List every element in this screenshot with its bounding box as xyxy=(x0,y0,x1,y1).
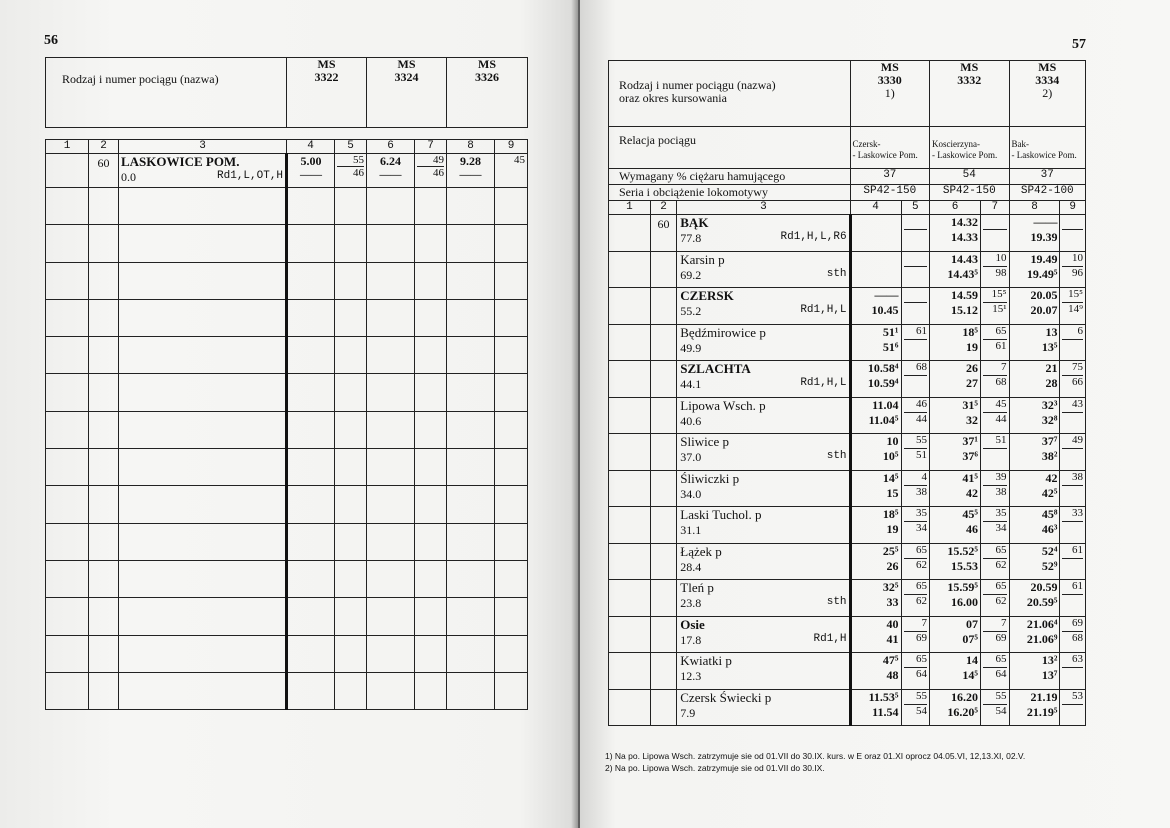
station-cell xyxy=(677,288,850,325)
minutes-cell: 39 38 xyxy=(980,470,1009,507)
station-name: Czersk Świecki p xyxy=(680,689,772,705)
empty-row xyxy=(46,299,528,336)
time-cell: 20.05 20.07 xyxy=(1009,288,1060,325)
table-row xyxy=(609,653,1086,690)
series-row: Seria i obciążenie lokomotywy SP42-150 SP42-150 SP42-100 xyxy=(609,185,1086,201)
table-row xyxy=(609,543,1086,580)
minutes-cell: 53 xyxy=(1060,689,1086,726)
station-km: 0.0 xyxy=(121,170,136,184)
time-cell: 14.32 14.33 xyxy=(930,215,981,252)
station-cell xyxy=(677,361,850,398)
time-cell: 21.06⁴ 21.06⁹ xyxy=(1009,616,1060,653)
train-header-3324: MS 3324 xyxy=(367,58,447,128)
minutes-cell: 7 68 xyxy=(980,361,1009,398)
minutes-cell: 43 xyxy=(1060,397,1086,434)
line-number xyxy=(650,324,676,361)
footnote-2: 2) Na po. Lipowa Wsch. zatrzymuje sie od 01.VII do 30.IX. xyxy=(605,763,825,773)
station-km: 17.8 xyxy=(680,632,702,647)
minutes-cell: 55 51 xyxy=(901,434,930,471)
line-number xyxy=(650,288,676,325)
train-header-3332: MS 3332 xyxy=(930,61,1009,127)
time-cell: 51¹ 51⁶ xyxy=(850,324,901,361)
train-header-label: Rodzaj i numer pociągu (nazwa) oraz okres kursowania xyxy=(609,61,851,127)
table-row xyxy=(609,507,1086,544)
line-number xyxy=(650,251,676,288)
time-cell: 14.43 14.43⁵ xyxy=(930,251,981,288)
minutes-cell: 63 xyxy=(1060,653,1086,690)
line-number xyxy=(650,616,676,653)
minutes-cell: 35 34 xyxy=(980,507,1009,544)
minutes-cell: 61 xyxy=(901,324,930,361)
station-cell xyxy=(677,470,850,507)
table-row xyxy=(609,361,1086,398)
left-page xyxy=(0,0,578,828)
time-cell: 31⁵ 32 xyxy=(930,397,981,434)
minutes-cell: 69 68 xyxy=(1060,616,1086,653)
empty-row xyxy=(46,598,528,635)
footnotes xyxy=(605,750,1145,774)
line-number xyxy=(650,397,676,434)
minutes-cell: 61 xyxy=(1060,580,1086,617)
empty-row xyxy=(46,411,528,448)
empty-row xyxy=(46,635,528,672)
time-cell: 42 42⁵ xyxy=(1009,470,1060,507)
right-page xyxy=(580,0,1170,828)
time-cell xyxy=(850,215,901,252)
minutes-cell: 45 44 xyxy=(980,397,1009,434)
minutes-cell: 15⁵ 15¹ xyxy=(980,288,1009,325)
time-cell: 40 41 xyxy=(850,616,901,653)
minutes-cell: 65 62 xyxy=(901,580,930,617)
station-name: Laski Tuchol. p xyxy=(680,507,762,522)
station-codes: Rd1,H xyxy=(813,632,847,645)
station-cell xyxy=(677,434,850,471)
line-number xyxy=(650,689,676,726)
time-cell: 25⁵ 26 xyxy=(850,543,901,580)
minutes-cell: 65 62 xyxy=(980,580,1009,617)
station-km: 31.1 xyxy=(680,523,702,537)
station-km: 34.0 xyxy=(680,486,702,501)
time-cell: 26 27 xyxy=(930,361,981,398)
time-cell: 47⁵ 48 xyxy=(850,653,901,690)
station-codes: Rd1,H,L,R6 xyxy=(780,231,847,243)
train-header-label: Rodzaj i numer pociągu (nazwa) xyxy=(46,58,287,128)
minutes-cell xyxy=(1060,215,1086,252)
station-cell xyxy=(677,543,850,580)
station-name: SZLACHTA xyxy=(680,361,751,376)
station-cell xyxy=(677,689,850,726)
minutes-cell: 10 98 xyxy=(980,251,1009,288)
station-km: 40.6 xyxy=(680,413,702,428)
station-km: 77.8 xyxy=(680,231,702,245)
minutes-cell: 68 xyxy=(901,361,930,398)
minutes-cell: 33 xyxy=(1060,507,1086,544)
table-row xyxy=(609,251,1086,288)
empty-row xyxy=(46,262,528,299)
time-cell: 16.20 16.20⁵ xyxy=(930,689,981,726)
time-cell: —— 19.39 xyxy=(1009,215,1060,252)
station-cell xyxy=(677,653,850,690)
minutes-cell: 6 xyxy=(1060,324,1086,361)
station-name: Tleń p xyxy=(680,580,714,595)
station-codes: Rd1,H,L xyxy=(800,377,847,389)
time-cell: 13 13⁵ xyxy=(1009,324,1060,361)
station-km: 55.2 xyxy=(680,304,702,318)
station-name: Będźmirowice p xyxy=(680,324,766,340)
minutes-cell: 10 96 xyxy=(1060,251,1086,288)
time-cell: 14 14⁵ xyxy=(930,653,981,690)
station-km: 23.8 xyxy=(680,596,702,610)
station-name: Kwiatki p xyxy=(680,653,732,668)
station-codes: sth xyxy=(826,450,847,462)
minutes-cell: 65 64 xyxy=(980,653,1009,690)
minutes-cell: 75 66 xyxy=(1060,361,1086,398)
station-km: 49.9 xyxy=(680,340,702,355)
station-name: Lipowa Wsch. p xyxy=(680,397,766,413)
table-row xyxy=(609,470,1086,507)
minutes-cell: 49 xyxy=(1060,434,1086,471)
time-cell: 32⁵ 33 xyxy=(850,580,901,617)
time-cell: 11.53⁵ 11.54 xyxy=(850,689,901,726)
line-number xyxy=(650,470,676,507)
station-cell xyxy=(677,616,850,653)
time-cell: 37¹ 37⁶ xyxy=(930,434,981,471)
time-cell: —— 10.45 xyxy=(850,288,901,325)
time-cell: 18⁵ 19 xyxy=(930,324,981,361)
empty-row xyxy=(46,374,528,411)
time-cell: 15.52⁵ 15.53 xyxy=(930,543,981,580)
time-cell: 21 28 xyxy=(1009,361,1060,398)
station-name: Śliwiczki p xyxy=(680,470,740,486)
minutes-cell: 7 69 xyxy=(980,616,1009,653)
station-cell xyxy=(677,580,850,617)
station-km: 7.9 xyxy=(680,705,696,720)
left-timetable xyxy=(45,57,528,710)
minutes-cell: 61 xyxy=(1060,543,1086,580)
line-number xyxy=(650,653,676,690)
empty-row xyxy=(46,486,528,523)
page-number-right: 57 xyxy=(1072,37,1086,52)
empty-row xyxy=(46,523,528,560)
time-cell: 14⁵ 15 xyxy=(850,470,901,507)
station-km: 69.2 xyxy=(680,267,702,282)
relation-row: Relacja pociągu Czersk- - Laskowice Pom. Koscierzyna- - Laskowice Pom. Bak- - Laskowice Pom. xyxy=(609,127,1086,169)
table-row xyxy=(609,215,1086,252)
station-cell xyxy=(677,507,850,544)
station-codes: Rd1,L,OT,H xyxy=(217,170,284,182)
table-row xyxy=(609,288,1086,325)
minutes-cell: 65 61 xyxy=(980,324,1009,361)
time-cell: 37⁷ 38² xyxy=(1009,434,1060,471)
minutes-cell: 4 38 xyxy=(901,470,930,507)
minutes-cell xyxy=(980,215,1009,252)
station-name: Łążek p xyxy=(680,543,722,559)
train-header-3326: MS 3326 xyxy=(447,58,528,128)
train-header-3330: MS 3330 1) xyxy=(850,61,929,127)
table-row xyxy=(609,689,1086,726)
station-codes: Rd1,H,L xyxy=(800,304,847,316)
station-km: 28.4 xyxy=(680,559,702,574)
minutes-cell: 38 xyxy=(1060,470,1086,507)
empty-row xyxy=(46,449,528,486)
empty-row xyxy=(46,337,528,374)
station-cell xyxy=(677,397,850,434)
station-name: Osie xyxy=(680,616,705,632)
time-cell: 45⁵ 46 xyxy=(930,507,981,544)
table-row xyxy=(609,580,1086,617)
line-number xyxy=(650,507,676,544)
time-cell: 11.04 11.04⁵ xyxy=(850,397,901,434)
station-cell xyxy=(677,215,850,252)
minutes-cell xyxy=(901,251,930,288)
column-number-row: 1 2 3 4 5 6 7 8 9 xyxy=(46,140,528,154)
page-number-left: 56 xyxy=(44,33,58,48)
time-cell: 52⁴ 52⁹ xyxy=(1009,543,1060,580)
time-cell: 13² 13⁷ xyxy=(1009,653,1060,690)
time-cell: 15.59⁵ 16.00 xyxy=(930,580,981,617)
line-number xyxy=(650,434,676,471)
time-cell xyxy=(850,251,901,288)
station-km: 44.1 xyxy=(680,377,702,391)
minutes-cell: 65 62 xyxy=(980,543,1009,580)
station-cell xyxy=(677,251,850,288)
minutes-cell: 7 69 xyxy=(901,616,930,653)
station-km: 37.0 xyxy=(680,450,702,464)
minutes-cell: 65 64 xyxy=(901,653,930,690)
minutes-cell: 15⁵ 14⁹ xyxy=(1060,288,1086,325)
minutes-cell: 46 44 xyxy=(901,397,930,434)
time-cell: 32³ 32⁸ xyxy=(1009,397,1060,434)
line-number: 60 xyxy=(89,154,119,188)
empty-row xyxy=(46,188,528,225)
time-cell: 18⁵ 19 xyxy=(850,507,901,544)
minutes-cell: 65 62 xyxy=(901,543,930,580)
time-cell: 41⁵ 42 xyxy=(930,470,981,507)
footnote-1: 1) Na po. Lipowa Wsch. zatrzymuje sie od 01.VII do 30.IX. kurs. w E oraz 01.XI oprocz 04.05.VI, 12,13.XI, 02.V. xyxy=(605,751,1026,761)
right-timetable xyxy=(608,60,1086,726)
time-cell: 10 10⁵ xyxy=(850,434,901,471)
station-name: Sliwice p xyxy=(680,434,730,449)
table-row xyxy=(609,397,1086,434)
minutes-cell: 55 54 xyxy=(901,689,930,726)
table-row xyxy=(609,324,1086,361)
table-row xyxy=(609,434,1086,471)
station-cell xyxy=(119,154,287,188)
time-cell: 10.58⁴ 10.59⁴ xyxy=(850,361,901,398)
empty-row xyxy=(46,560,528,597)
empty-row xyxy=(46,225,528,262)
station-name: CZERSK xyxy=(680,288,734,303)
station-codes: sth xyxy=(826,267,847,280)
train-header-3334: MS 3334 2) xyxy=(1009,61,1085,127)
time-cell: 21.19 21.19⁵ xyxy=(1009,689,1060,726)
minutes-cell: 35 34 xyxy=(901,507,930,544)
line-number: 60 xyxy=(650,215,676,252)
table-row xyxy=(609,616,1086,653)
time-cell: 45⁸ 46³ xyxy=(1009,507,1060,544)
time-cell: 19.49 19.49⁵ xyxy=(1009,251,1060,288)
table-row: 60 LASKOWICE POM. 0.0 Rd1,L,OT,H 5.00 —— 55 46 6.24 —— 49 46 9.28 —— 45 xyxy=(46,154,528,188)
train-header-3322: MS 3322 xyxy=(287,58,367,128)
line-number xyxy=(650,361,676,398)
time-cell: 14.59 15.12 xyxy=(930,288,981,325)
station-km: 12.3 xyxy=(680,669,702,683)
time-cell: 20.59 20.59⁵ xyxy=(1009,580,1060,617)
minutes-cell xyxy=(901,288,930,325)
minutes-cell xyxy=(901,215,930,252)
line-number xyxy=(650,543,676,580)
minutes-cell: 51 xyxy=(980,434,1009,471)
weight-row: Wymagany % ciężaru hamującego 37 54 37 xyxy=(609,169,1086,185)
time-cell: 07 07⁵ xyxy=(930,616,981,653)
empty-row xyxy=(46,672,528,709)
station-codes: sth xyxy=(826,596,847,608)
station-name: LASKOWICE POM. xyxy=(121,154,240,169)
station-cell xyxy=(677,324,850,361)
station-name: Karsin p xyxy=(680,251,725,267)
station-name: BĄK xyxy=(680,215,709,230)
minutes-cell: 55 54 xyxy=(980,689,1009,726)
column-number-row: 1 2 3 4 5 6 7 8 9 xyxy=(609,201,1086,215)
line-number xyxy=(650,580,676,617)
